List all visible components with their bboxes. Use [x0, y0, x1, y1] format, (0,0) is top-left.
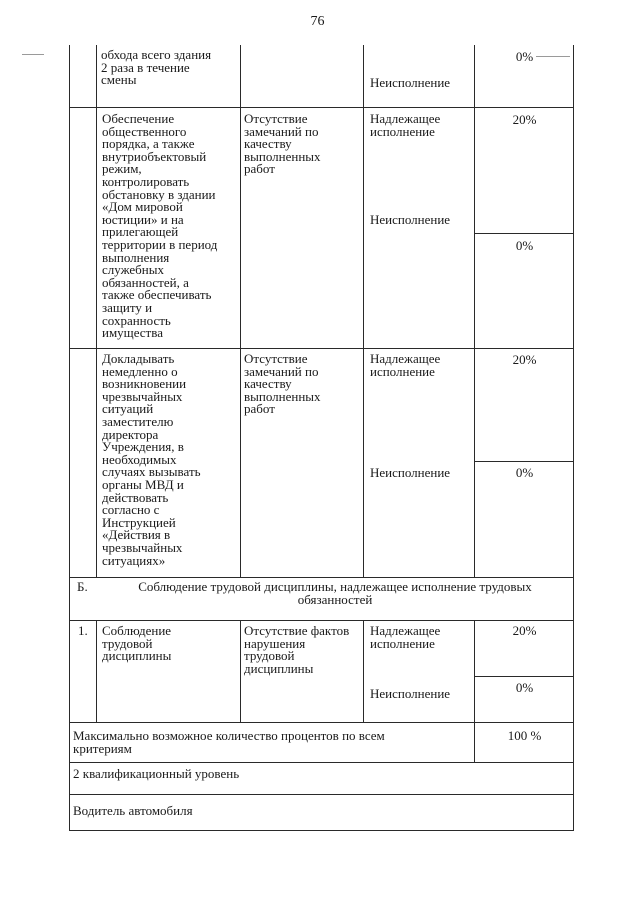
percent-cell: 20% [512, 352, 537, 367]
percent-cell: 0% [515, 49, 534, 64]
percent-cell: 20% [512, 623, 537, 638]
row-divider [69, 620, 574, 621]
section-letter: Б. [77, 579, 88, 594]
percent-cell: 20% [512, 112, 537, 127]
criterion-cell: обхода всего здания 2 раза в течение смены [101, 47, 212, 88]
total-label: Максимально возможное количество процентов по всем критериям [73, 728, 385, 756]
total-value: 100 % [507, 728, 542, 743]
percent-cell: 0% [515, 680, 534, 695]
assessment-cell: Неисполнение [370, 465, 451, 480]
indicator-cell: Отсутствие замечаний по качеству выполненных работ [244, 351, 321, 417]
percent-cell: 0% [515, 465, 534, 480]
table-border-bottom [69, 830, 574, 831]
column-divider-number-lower [96, 620, 97, 722]
qualification-level: 2 квалификационный уровень [73, 766, 240, 781]
indicator-cell: Отсутствие замечаний по качеству выполненных работ [244, 111, 321, 177]
row-divider [69, 577, 574, 578]
assessment-cell: Неисполнение [370, 75, 451, 90]
criterion-cell: Соблюдение трудовой дисциплины [102, 623, 172, 664]
percent-divider [474, 461, 574, 462]
column-divider-indicator-lower [363, 620, 364, 722]
row-divider [69, 722, 574, 723]
assessment-cell: Неисполнение [370, 212, 451, 227]
assessment-cell: Надлежащее исполнение [370, 623, 441, 651]
section-title: Соблюдение трудовой дисциплины, надлежащее исполнение трудовых обязанностей [138, 579, 532, 607]
position-title: Водитель автомобиля [73, 803, 193, 818]
column-divider-criterion-lower [240, 620, 241, 722]
column-divider-number [96, 45, 97, 577]
criterion-cell: Докладывать немедленно о возникновении чрезвычайных ситуаций заместителю директора Учреждения, в необходимых случаях вызывать органы МВД и действовать согласно с Инструкцией «Действия в чрезвычайных ситуациях» [102, 351, 201, 568]
row-divider [69, 107, 574, 108]
percent-divider [474, 233, 574, 234]
row-divider [69, 348, 574, 349]
table-border-right [573, 45, 574, 831]
table-border-left [69, 45, 70, 831]
row-divider [69, 794, 574, 795]
assessment-cell: Надлежащее исполнение [370, 351, 441, 379]
scan-speck [536, 56, 570, 57]
assessment-cell: Неисполнение [370, 686, 451, 701]
column-divider-indicator [363, 45, 364, 577]
row-divider [69, 762, 574, 763]
page-number: 76 [310, 14, 325, 29]
assessment-cell: Надлежащее исполнение [370, 111, 441, 139]
column-divider-criterion [240, 45, 241, 577]
indicator-cell: Отсутствие фактов нарушения трудовой дисциплины [244, 623, 350, 676]
percent-divider [474, 676, 574, 677]
scan-speck [22, 54, 44, 55]
criterion-cell: Обеспечение общественного порядка, а также внутриобъектовый режим, контролировать обстановку в здании «Дом мировой юстиции» и на прилегающей территории в период выполнения служебных обязанностей, а также обеспечивать защиту и сохранность имущества [102, 111, 218, 341]
item-number: 1. [78, 623, 88, 638]
percent-cell: 0% [515, 238, 534, 253]
